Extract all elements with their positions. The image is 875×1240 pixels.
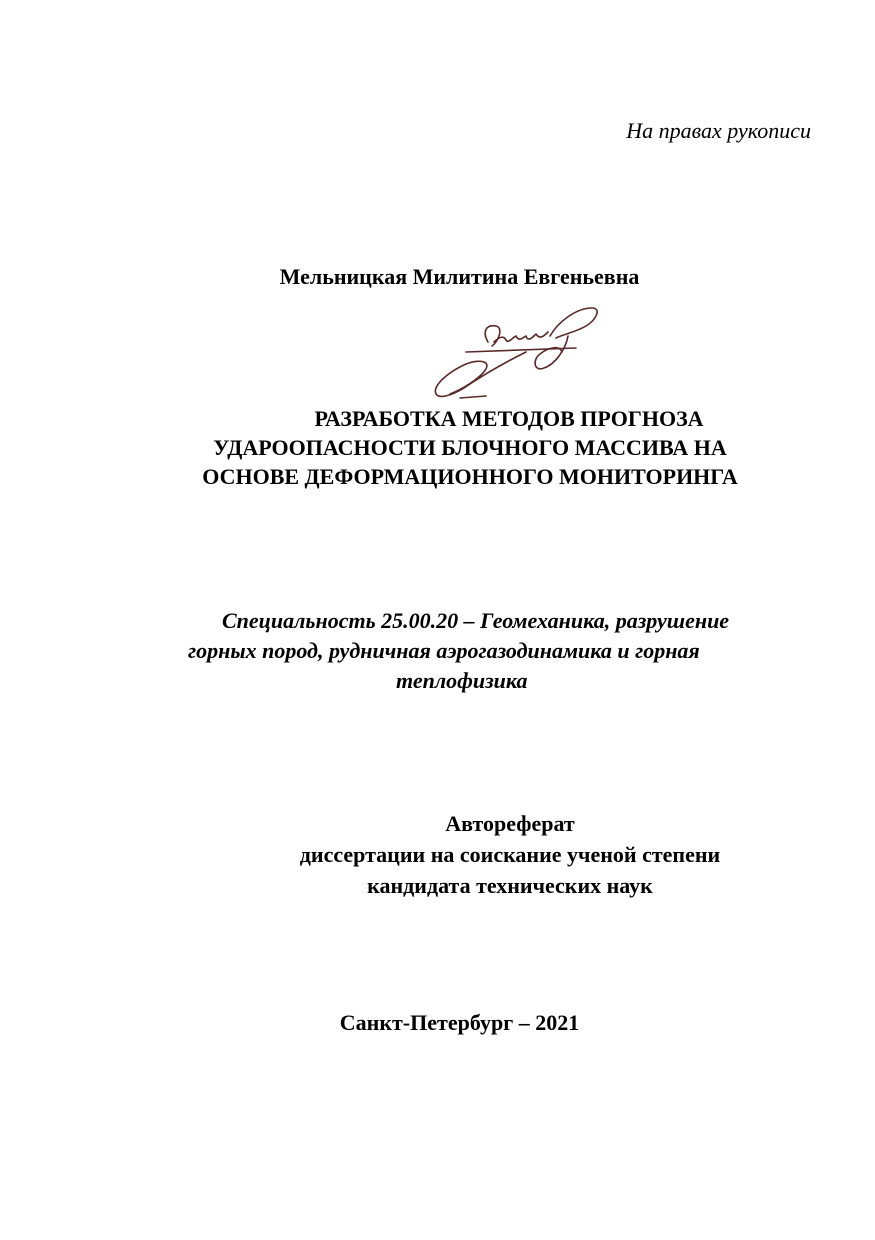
author-name: Мельницкая Милитина Евгеньевна bbox=[279, 264, 640, 289]
abstract-line: диссертации на соискание ученой степени bbox=[299, 842, 721, 867]
title-line: УДАРООПАСНОСТИ БЛОЧНОГО МАССИВА НА bbox=[213, 435, 727, 460]
title-line: РАЗРАБОТКА МЕТОДОВ ПРОГНОЗА bbox=[314, 406, 704, 431]
abstract-block bbox=[180, 808, 840, 901]
abstract-line: кандидата технических наук bbox=[367, 873, 653, 898]
specialty-block bbox=[150, 606, 870, 696]
manuscript-note: На правах рукописи bbox=[626, 118, 811, 143]
specialty-line: горных пород, рудничная аэрогазодинамика и горная bbox=[188, 638, 700, 663]
signature-image bbox=[426, 302, 606, 404]
abstract-heading: Автореферат bbox=[445, 811, 575, 836]
specialty-line: Специальность 25.00.20 – Геомеханика, разрушение bbox=[222, 608, 730, 633]
specialty-line: теплофизика bbox=[396, 668, 528, 693]
city-year: Санкт-Петербург – 2021 bbox=[339, 1010, 580, 1035]
dissertation-title bbox=[130, 404, 810, 491]
title-line: ОСНОВЕ ДЕФОРМАЦИОННОГО МОНИТОРИНГА bbox=[202, 464, 738, 489]
